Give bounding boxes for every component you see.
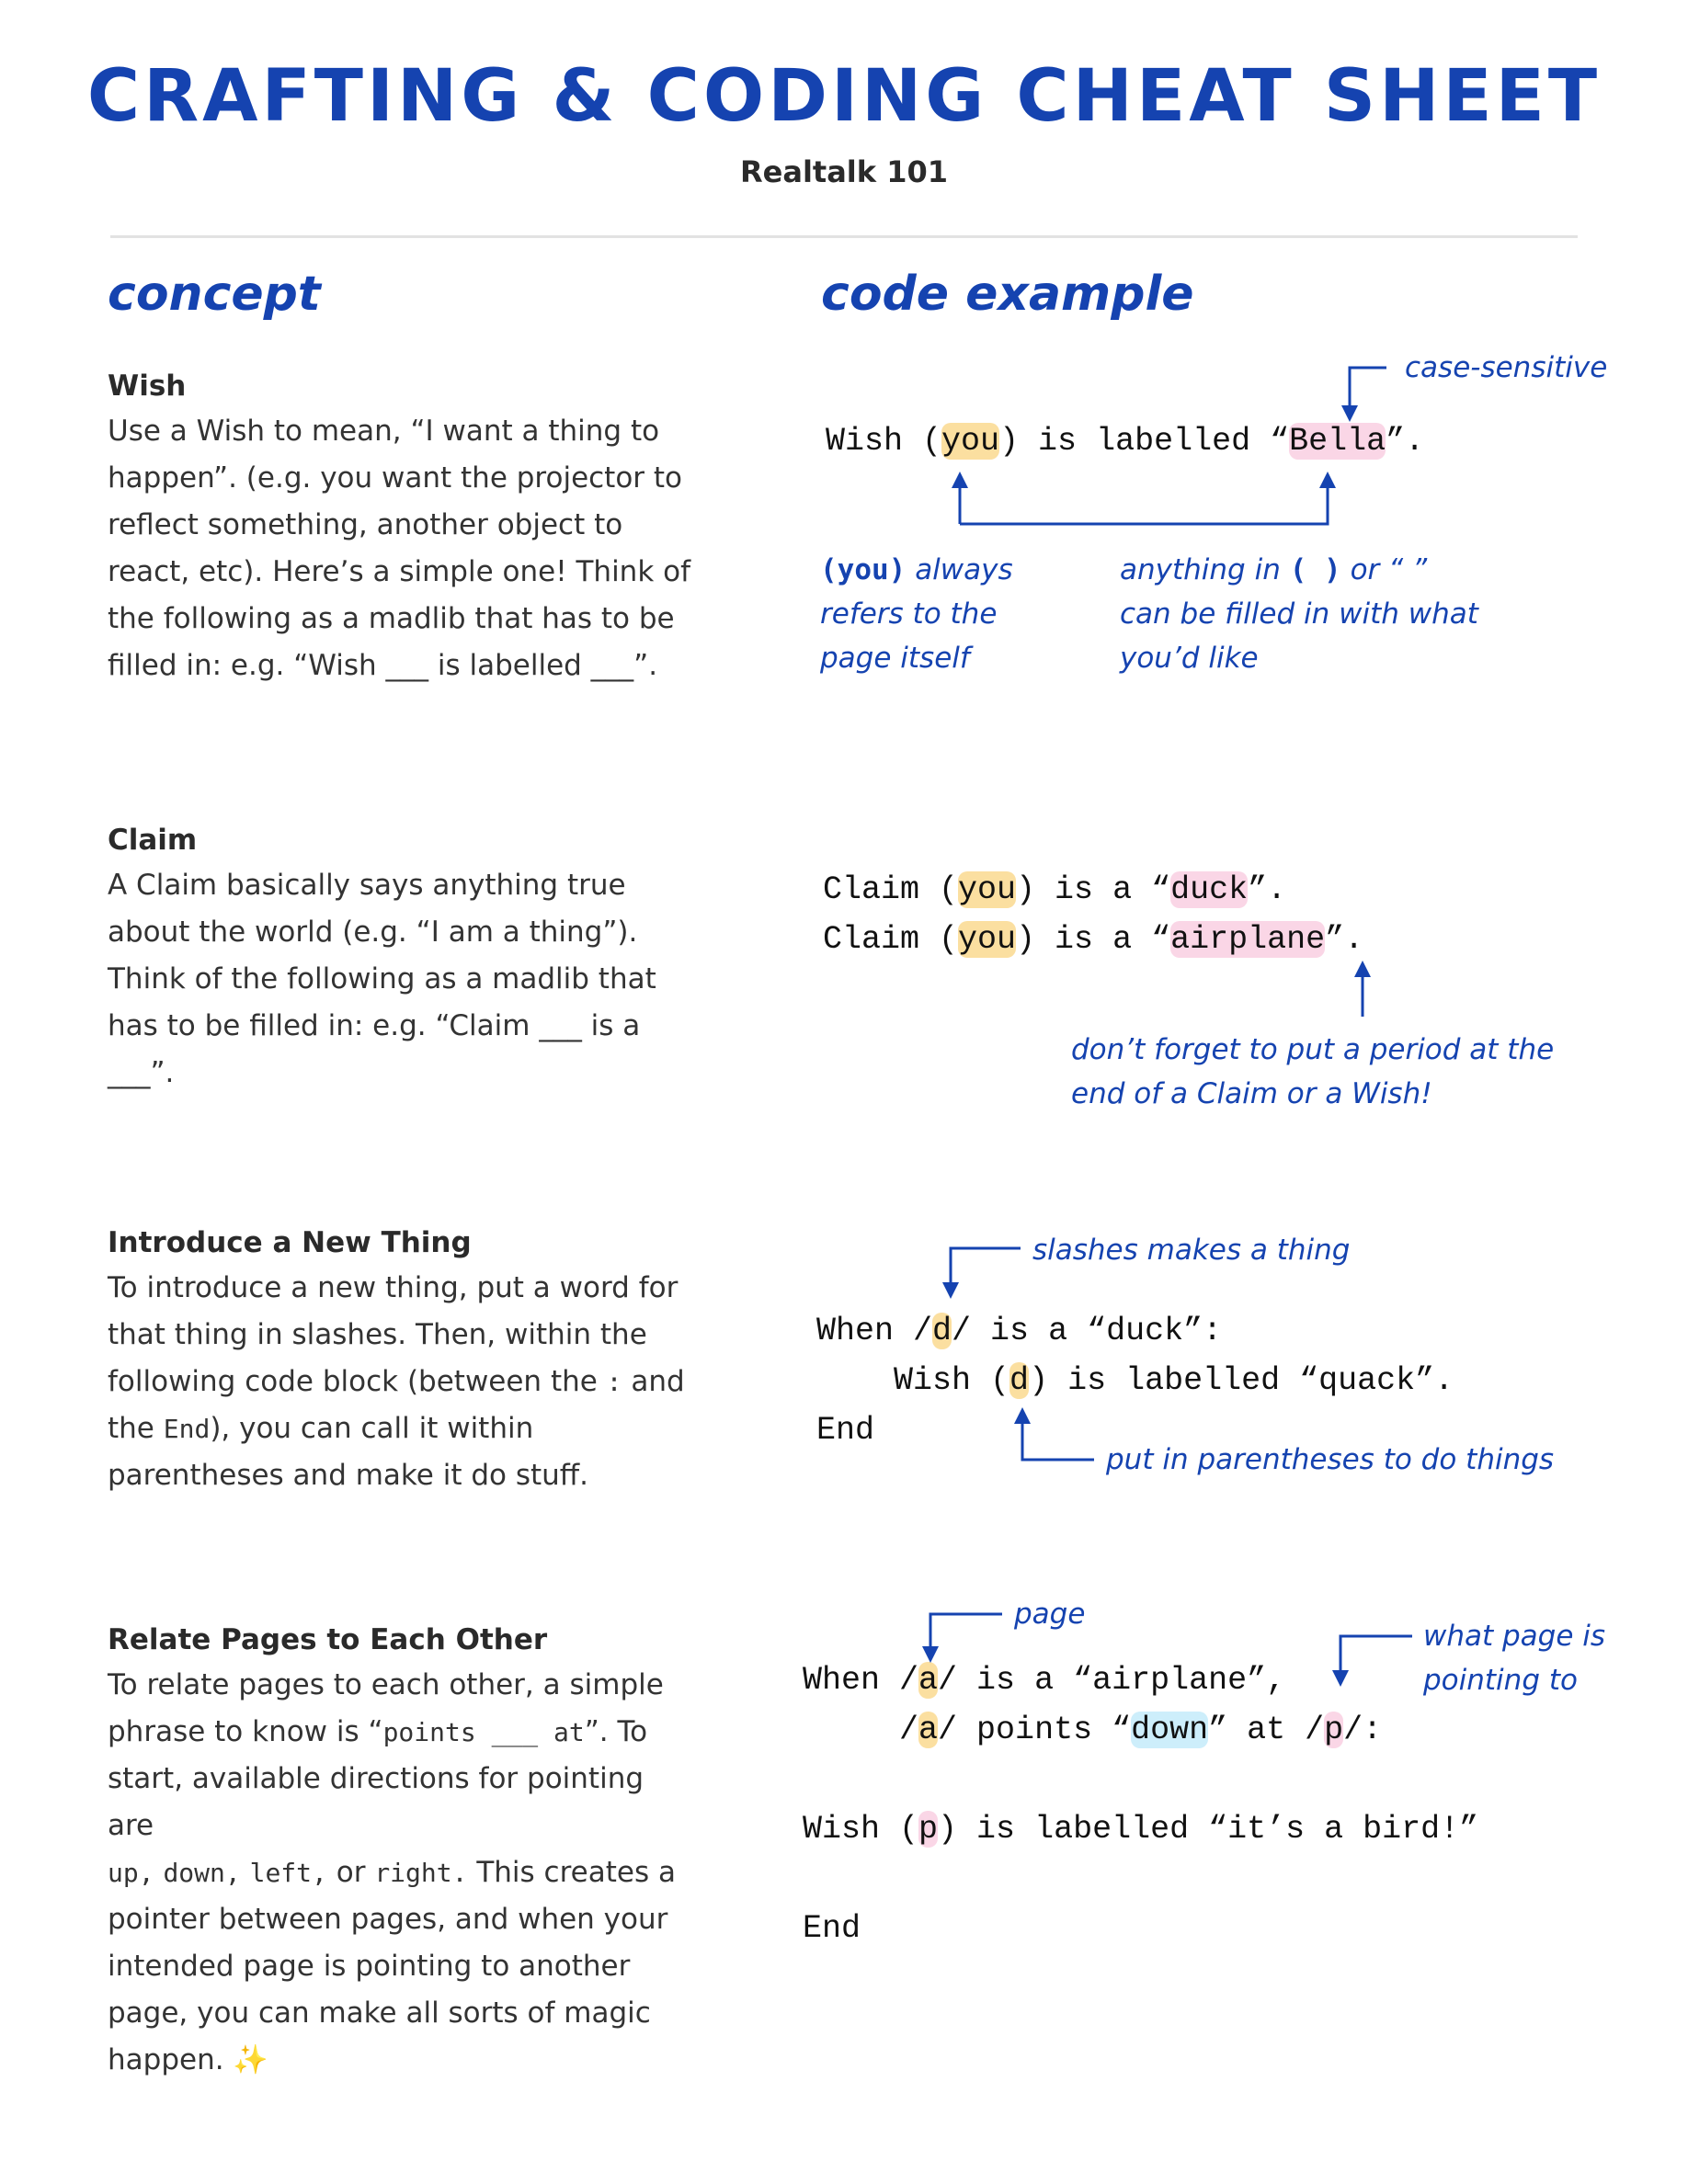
- note-text: always: [915, 553, 1013, 586]
- code-token: /: [803, 1712, 919, 1748]
- direction-token: up,: [108, 1858, 154, 1888]
- intro-code-line-3: End: [816, 1412, 875, 1449]
- pointing-arrow: [1340, 1636, 1412, 1678]
- body-text: To relate pages to each other, a simple phrase to know is “: [108, 1668, 664, 1748]
- note-text: don’t forget to put a period at the: [1071, 1033, 1555, 1066]
- target-highlight: p: [1324, 1712, 1344, 1748]
- you-highlight: you: [941, 423, 1000, 460]
- code-token: When /: [816, 1313, 933, 1349]
- body-text: or: [336, 1856, 366, 1889]
- value-connector-arrow: [960, 480, 1328, 524]
- note-text: can be filled in with what: [1120, 597, 1478, 631]
- code-column-heading: code example: [821, 267, 1194, 322]
- var-highlight: p: [918, 1811, 939, 1848]
- direction-token: left,: [249, 1858, 327, 1888]
- code-token: When /: [803, 1662, 919, 1699]
- value-highlight: duck: [1170, 871, 1249, 908]
- var-highlight: a: [918, 1712, 939, 1748]
- code-token: /:: [1343, 1712, 1383, 1748]
- note-text: or: [1350, 553, 1380, 586]
- slashes-note: slashes makes a thing: [1032, 1234, 1351, 1267]
- code-token: ) is labelled “quack”.: [1029, 1362, 1454, 1399]
- value-highlight: Bella: [1289, 423, 1386, 460]
- case-sensitive-arrow: [1350, 368, 1386, 414]
- code-token: ) is labelled “it’s a bird!”: [938, 1811, 1479, 1848]
- parens-note: put in parentheses to do things: [1106, 1443, 1555, 1476]
- code-token: / points “: [938, 1712, 1132, 1748]
- code-token: Wish (: [826, 423, 942, 460]
- var-highlight: d: [932, 1313, 952, 1349]
- parens-arrow: [1022, 1416, 1094, 1460]
- concept-column-heading: concept: [108, 267, 321, 322]
- phrase-token: points ___ at: [382, 1717, 585, 1747]
- wish-heading: Wish: [108, 370, 187, 403]
- direction-highlight: down: [1131, 1712, 1209, 1748]
- note-text: page itself: [820, 642, 970, 675]
- note-text: pointing to: [1423, 1664, 1578, 1697]
- code-token: / is a “airplane”,: [938, 1662, 1286, 1699]
- code-token: Wish (: [816, 1362, 1010, 1399]
- code-token: ”.: [1325, 921, 1364, 958]
- note-text: refers to the: [820, 597, 998, 631]
- note-text: you’d like: [1120, 642, 1259, 675]
- code-token: Claim (: [823, 871, 959, 908]
- page-subtitle: Realtalk 101: [740, 154, 948, 189]
- page-arrow: [930, 1614, 1002, 1655]
- case-sensitive-note: case-sensitive: [1405, 351, 1608, 384]
- you-code-token: (you): [820, 553, 907, 586]
- note-text: end of a Claim or a Wish!: [1071, 1077, 1432, 1110]
- colon-token: :: [606, 1367, 622, 1397]
- body-text: To introduce a new thing, put a word for that thing in slashes. Then, within the following code block (between the: [108, 1271, 679, 1398]
- code-token: ”.: [1248, 871, 1287, 908]
- code-token: / is a “duck”:: [952, 1313, 1223, 1349]
- code-token: Wish (: [803, 1811, 919, 1848]
- you-highlight: you: [958, 921, 1017, 958]
- relate-heading: Relate Pages to Each Other: [108, 1623, 548, 1656]
- direction-token: down,: [163, 1858, 241, 1888]
- var-highlight: a: [918, 1662, 939, 1699]
- page-note: page: [1014, 1598, 1086, 1631]
- you-highlight: you: [958, 871, 1017, 908]
- page-title: CRAFTING & CODING CHEAT SHEET: [86, 55, 1602, 138]
- relate-code-line-4: End: [803, 1910, 861, 1947]
- body-text: ”. To start, available directions for pointing are: [108, 1715, 648, 1842]
- quotes-token: “ ”: [1388, 553, 1428, 586]
- value-highlight: airplane: [1170, 921, 1326, 958]
- claim-description: A Claim basically says anything true about the world (e.g. “I am a thing”). Think of the following as a madlib that has to be filled in: e.g. “Claim ___ is a ___”.: [108, 869, 656, 1089]
- body-text: ), you can call it within parentheses and make it do stuff.: [108, 1412, 588, 1492]
- wish-description: Use a Wish to mean, “I want a thing to happen”. (e.g. you want the projector to reflect something, another object to react, etc). Here’s a simple one! Think of the following as a madlib that has to be filled in: e.g. “Wish ___ is labelled ___”.: [108, 415, 691, 682]
- code-token: Claim (: [823, 921, 959, 958]
- direction-token: right.: [374, 1858, 468, 1888]
- end-token: End: [163, 1414, 211, 1444]
- note-text: what page is: [1423, 1620, 1606, 1653]
- code-token: ) is a “: [1016, 871, 1171, 908]
- code-token: ” at /: [1208, 1712, 1325, 1748]
- body-text: and the: [108, 1365, 685, 1445]
- var-highlight: d: [1009, 1362, 1030, 1399]
- claim-heading: Claim: [108, 824, 198, 857]
- code-token: ) is a “: [1016, 921, 1171, 958]
- code-token: ”.: [1386, 423, 1425, 460]
- code-token: ) is labelled “: [999, 423, 1290, 460]
- slashes-arrow: [951, 1248, 1021, 1291]
- paren-token: ( ): [1289, 553, 1341, 586]
- note-text: anything in: [1120, 553, 1281, 586]
- intro-heading: Introduce a New Thing: [108, 1226, 472, 1259]
- body-text: This creates a pointer between pages, and when your intended page is pointing to another page, you can make all sorts of magic happen. ✨: [108, 1856, 676, 2076]
